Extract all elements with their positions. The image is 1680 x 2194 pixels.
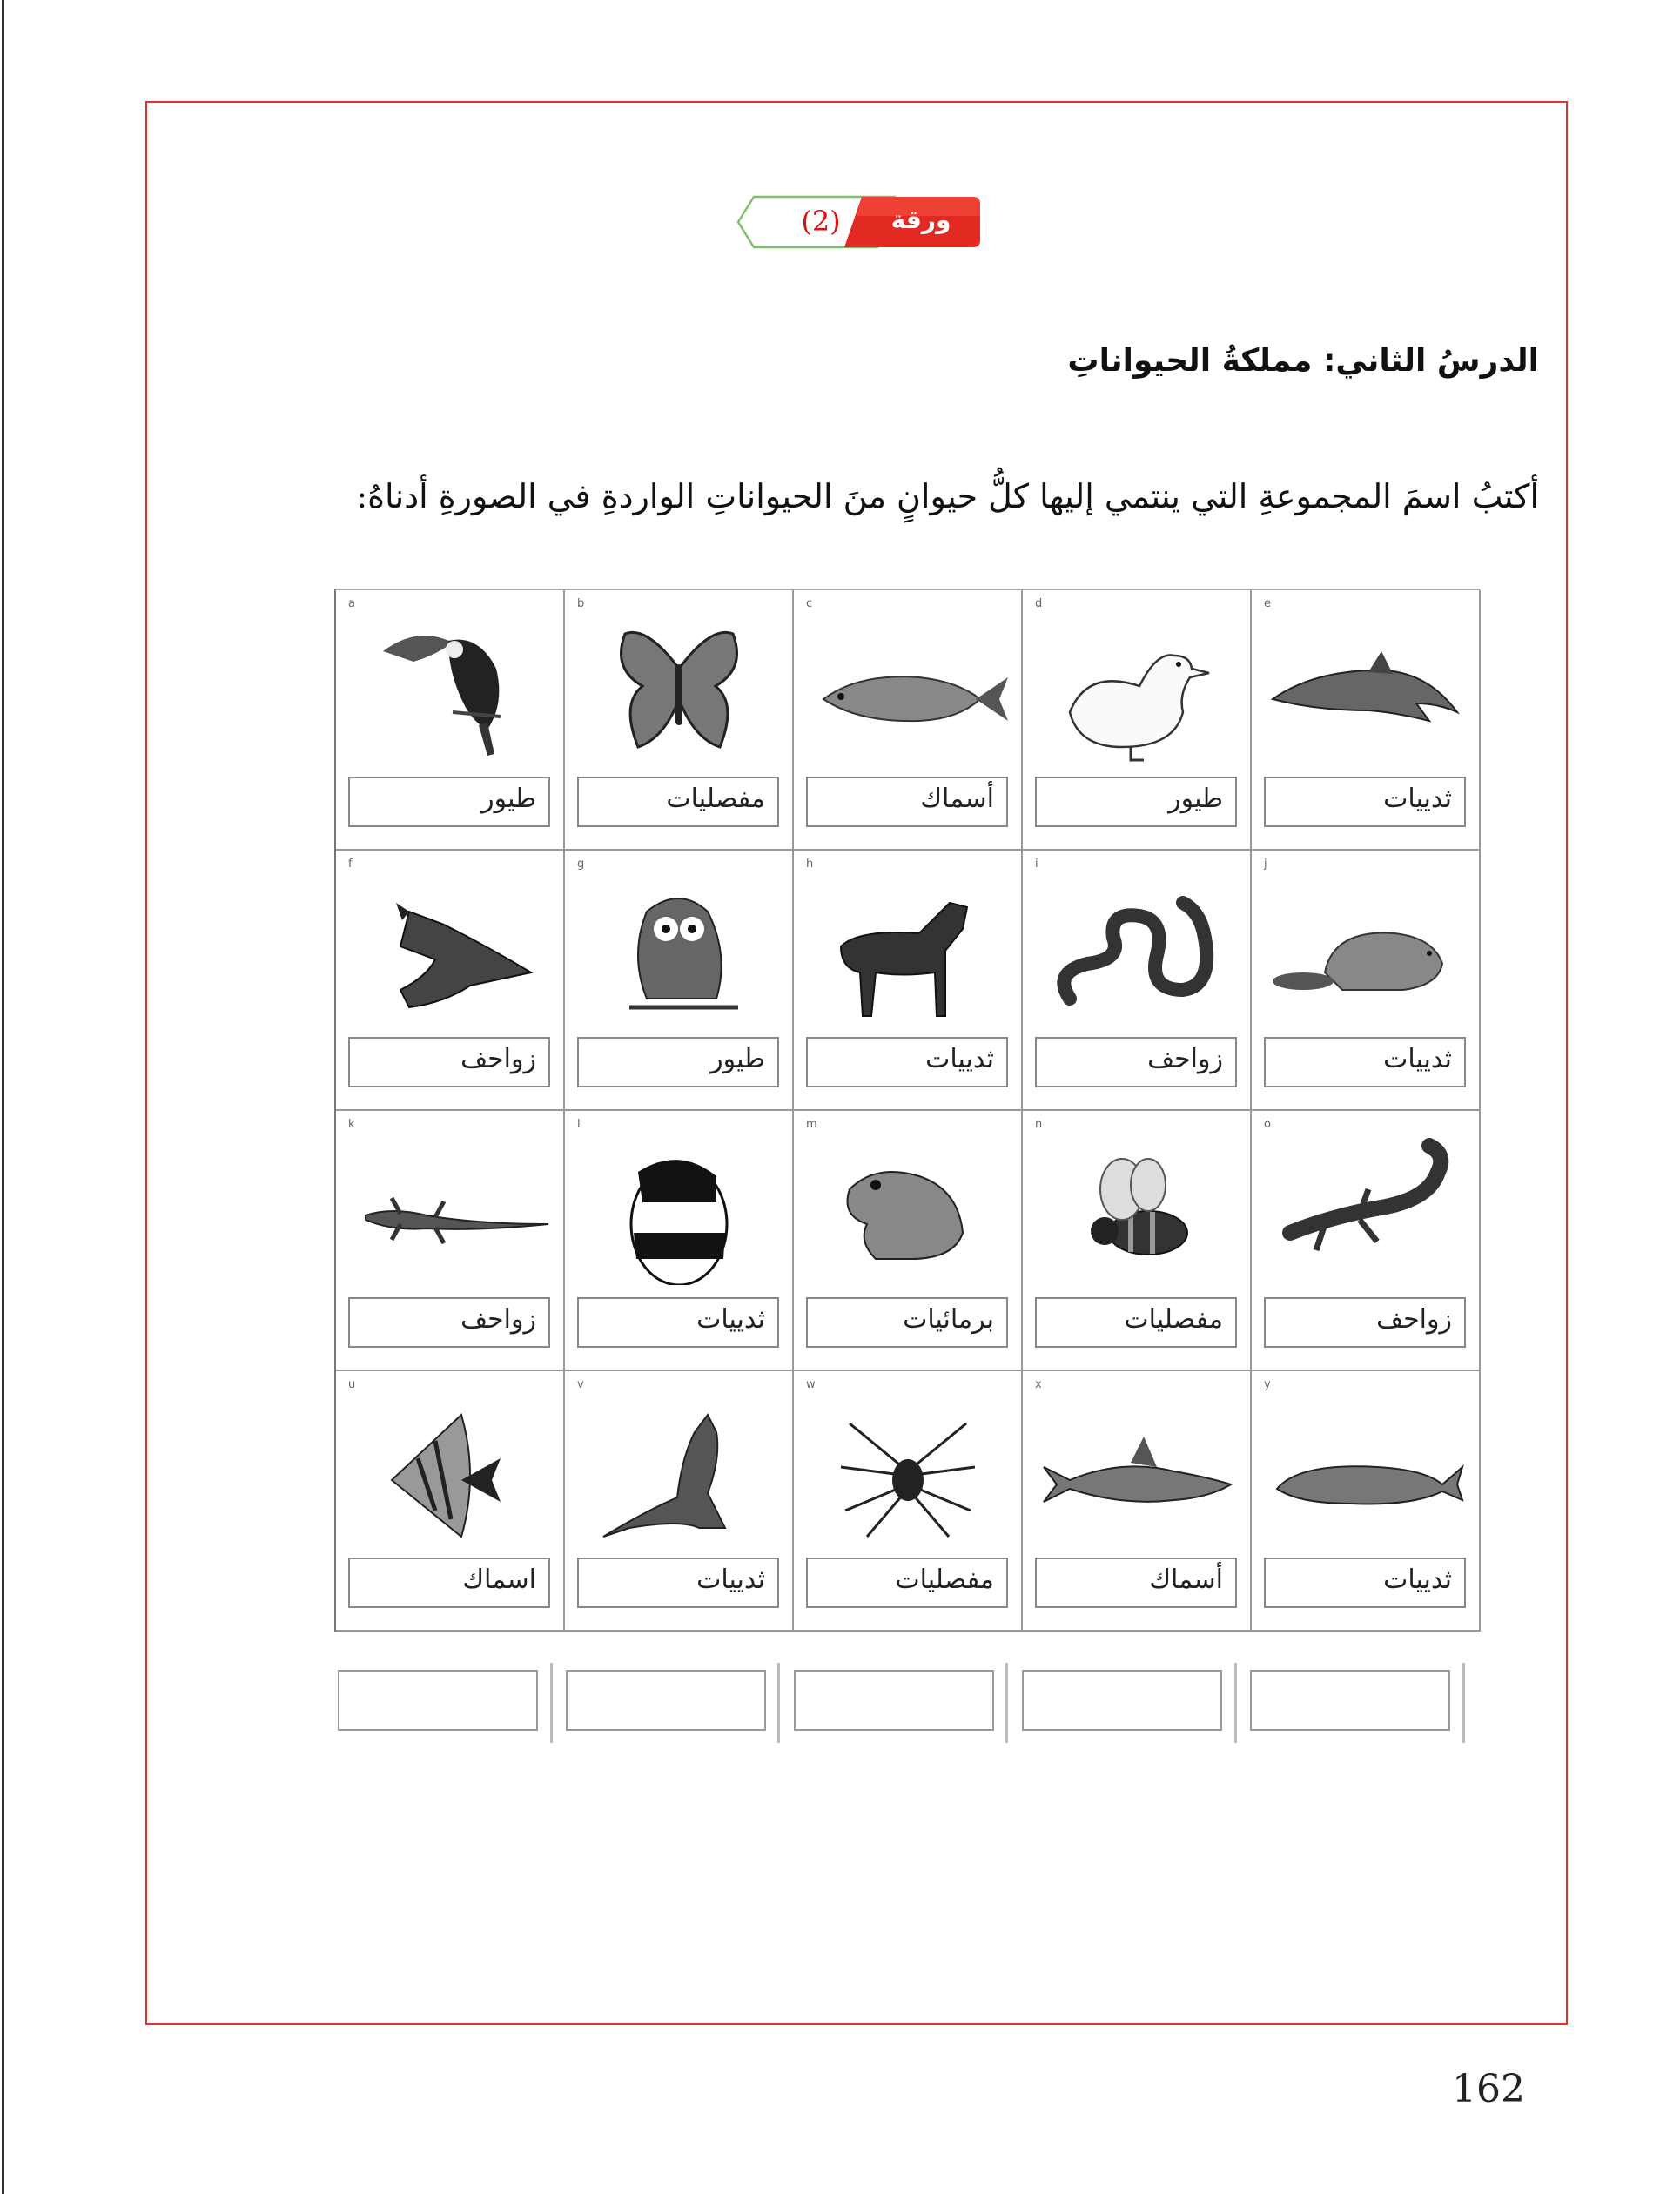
page-edge-rule: [2, 0, 4, 2194]
animal-cell: [336, 590, 565, 851]
answer-field[interactable]: [1035, 1297, 1237, 1348]
animal-cell: [1252, 1111, 1481, 1371]
answer-text: ثدييات: [925, 1044, 994, 1074]
answer-field[interactable]: [348, 1558, 550, 1608]
animal-cell: [565, 590, 794, 851]
cell-letter: x: [1035, 1378, 1042, 1391]
cell-letter: u: [348, 1378, 356, 1391]
snake-icon: [1035, 877, 1240, 1025]
animal-cell: [336, 1111, 565, 1371]
separator: [1462, 1663, 1465, 1743]
animal-cell: [1252, 590, 1481, 851]
salamander-icon: [1264, 1137, 1468, 1285]
separator: [777, 1663, 780, 1743]
empty-answer-field[interactable]: [566, 1670, 766, 1731]
answer-text: زواحف: [460, 1044, 536, 1074]
animal-cell: [1023, 590, 1252, 851]
extra-answer-row: [338, 1663, 1469, 1743]
worksheet-number: (2): [801, 205, 841, 238]
answer-field[interactable]: [1035, 1558, 1237, 1608]
animal-cell: [565, 1111, 794, 1371]
cell-letter: i: [1035, 858, 1038, 871]
cell-letter: o: [1264, 1118, 1271, 1131]
answer-field[interactable]: [1035, 1037, 1237, 1087]
cell-letter: y: [1264, 1378, 1271, 1391]
empty-answer-field[interactable]: [1250, 1670, 1450, 1731]
separator: [550, 1663, 553, 1743]
cell-letter: j: [1264, 858, 1267, 871]
shark-icon: [1035, 1397, 1240, 1545]
answer-text: زواحف: [1147, 1044, 1223, 1074]
cell-letter: a: [348, 597, 355, 610]
separator: [1005, 1663, 1008, 1743]
cell-letter: l: [577, 1118, 581, 1131]
animal-cell: [794, 851, 1023, 1111]
animal-cell: [1252, 1371, 1481, 1632]
beaver-icon: [1264, 877, 1468, 1025]
answer-text: طيور: [481, 784, 536, 814]
page-number: 162: [1452, 2067, 1525, 2111]
animal-cell: [794, 590, 1023, 851]
empty-answer-field[interactable]: [1022, 1670, 1222, 1731]
answer-field[interactable]: [1035, 777, 1237, 827]
animal-cell: [565, 1371, 794, 1632]
duck-icon: [1035, 616, 1240, 764]
empty-answer-field[interactable]: [794, 1670, 994, 1731]
lesson-title: الدرسُ الثاني: مملكةُ الحيواناتِ: [1067, 343, 1539, 379]
answer-field[interactable]: [348, 1297, 550, 1348]
answer-text: ثدييات: [1383, 1044, 1452, 1074]
animal-cell: [1023, 851, 1252, 1111]
answer-field[interactable]: [1264, 777, 1466, 827]
animal-cell: [336, 851, 565, 1111]
answer-text: ثدييات: [1383, 1565, 1452, 1595]
animal-cell: [1023, 1371, 1252, 1632]
answer-field[interactable]: [577, 1297, 779, 1348]
answer-field[interactable]: [577, 1037, 779, 1087]
separator: [1234, 1663, 1237, 1743]
cell-letter: v: [577, 1378, 584, 1391]
answer-text: مفصليات: [1124, 1304, 1223, 1335]
answer-text: برمائيات: [903, 1304, 994, 1335]
cell-letter: h: [806, 858, 814, 871]
bee-icon: [1035, 1137, 1240, 1285]
cell-letter: g: [577, 858, 585, 871]
answer-text: اسماك: [462, 1565, 536, 1595]
animal-cell: [336, 1371, 565, 1632]
owl-icon: [577, 877, 782, 1025]
answer-field[interactable]: [806, 1297, 1008, 1348]
horse-icon: [806, 877, 1011, 1025]
animal-cell: [565, 851, 794, 1111]
cell-letter: m: [806, 1118, 817, 1131]
answer-field[interactable]: [1264, 1037, 1466, 1087]
cell-letter: b: [577, 597, 585, 610]
answer-field[interactable]: [1264, 1297, 1466, 1348]
answer-text: زواحف: [460, 1304, 536, 1335]
angelfish-icon: [348, 1397, 553, 1545]
answer-text: مفصليات: [666, 784, 765, 814]
answer-text: مفصليات: [895, 1565, 994, 1595]
answer-field[interactable]: [577, 1558, 779, 1608]
animal-grid: [334, 589, 1480, 1632]
cell-letter: n: [1035, 1118, 1043, 1131]
answer-field[interactable]: [806, 777, 1008, 827]
kangaroo-icon: [577, 1397, 782, 1545]
dolphin-icon: [1264, 616, 1468, 764]
answer-text: ثدييات: [1383, 784, 1452, 814]
answer-field[interactable]: [806, 1037, 1008, 1087]
answer-field[interactable]: [577, 777, 779, 827]
animal-cell: [1252, 851, 1481, 1111]
answer-text: أسماك: [1149, 1565, 1223, 1595]
answer-text: أسماك: [920, 784, 994, 814]
cell-letter: d: [1035, 597, 1043, 610]
answer-field[interactable]: [1264, 1558, 1466, 1608]
cell-letter: w: [806, 1378, 816, 1391]
worksheet-label: ورقة عمل: [890, 205, 951, 278]
cell-letter: e: [1264, 597, 1271, 610]
cell-letter: c: [806, 597, 813, 610]
answer-text: ثدييات: [696, 1565, 765, 1595]
answer-text: طيور: [1168, 784, 1223, 814]
cell-letter: k: [348, 1118, 355, 1131]
empty-answer-field[interactable]: [338, 1670, 538, 1731]
cell-letter: f: [348, 858, 353, 871]
animal-cell: [794, 1111, 1023, 1371]
spider-icon: [806, 1397, 1011, 1545]
answer-field[interactable]: [806, 1558, 1008, 1608]
answer-field[interactable]: [348, 1037, 550, 1087]
toucan-icon: [348, 616, 553, 764]
butterfly-icon: [577, 616, 782, 764]
frog-icon: [806, 1137, 1011, 1285]
crocodile-icon: [348, 877, 553, 1025]
panda-icon: [577, 1137, 782, 1285]
worksheet-badge: [729, 190, 982, 278]
answer-text: طيور: [710, 1044, 765, 1074]
answer-text: زواحف: [1376, 1304, 1452, 1335]
fish-icon: [806, 616, 1011, 764]
animal-cell: [794, 1371, 1023, 1632]
animal-cell: [1023, 1111, 1252, 1371]
answer-field[interactable]: [348, 777, 550, 827]
lizard-icon: [348, 1137, 553, 1285]
answer-text: ثدييات: [696, 1304, 765, 1335]
whale-icon: [1264, 1397, 1468, 1545]
instruction-text: أكتبُ اسمَ المجموعةِ التي ينتمي إليها كلُّ حيوانٍ منَ الحيواناتِ الواردةِ في الصورةِ أدناهُ:: [356, 477, 1539, 515]
